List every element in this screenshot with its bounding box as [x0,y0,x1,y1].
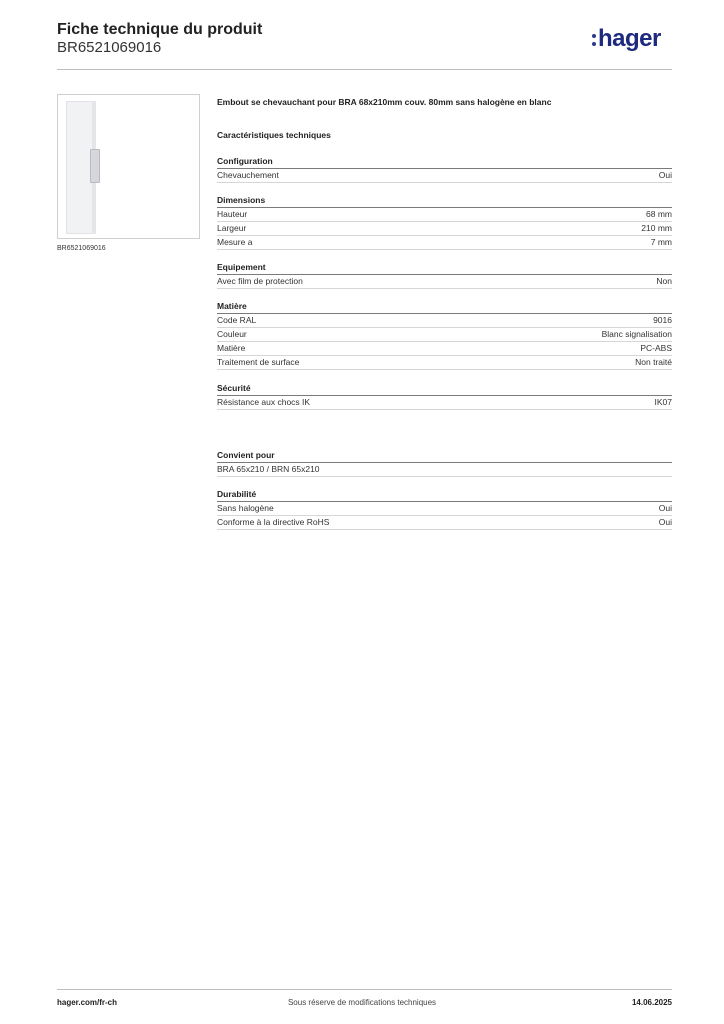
section-dimensions [217,194,672,250]
spec-label: Avec film de protection [217,276,303,286]
product-image [57,94,200,239]
spec-label: Mesure a [217,237,253,247]
product-description: Embout se chevauchant pour BRA 68x210mm couv. 80mm sans halogène en blanc [217,97,552,107]
spec-row [217,222,672,236]
spec-row [217,516,672,530]
section-title: Convient pour [217,449,672,463]
spec-value: Blanc signalisation [601,329,672,339]
section-title: Equipement [217,261,672,275]
spec-label: Conforme à la directive RoHS [217,517,330,527]
footer-website: hager.com/fr-ch [57,998,118,1007]
spec-value: Oui [658,503,672,513]
section-equipment [217,261,672,289]
header-divider [57,69,672,70]
spec-label: Résistance aux chocs IK [217,397,311,407]
spec-value: Non [656,276,672,286]
logo-text: hager [598,25,661,52]
section-title: Dimensions [217,194,672,208]
spec-label: Couleur [217,329,247,339]
section-title: Sécurité [217,382,672,396]
spec-value: IK07 [654,397,672,407]
spec-label: Largeur [217,223,247,233]
spec-value: 68 mm [646,209,672,219]
spec-row [217,169,672,183]
technical-characteristics-heading: Caractéristiques techniques [217,130,331,140]
spec-row [217,208,672,222]
spec-row [217,236,672,250]
section-title: Configuration [217,155,672,169]
section-suitable-for [217,449,672,477]
section-safety [217,382,672,410]
spec-row [217,342,672,356]
section-material [217,300,672,370]
spec-label: Chevauchement [217,170,279,180]
spec-value: Oui [658,517,672,527]
product-reference: BR6521069016 [57,39,162,56]
spec-row [217,314,672,328]
end-cap-clip [90,149,100,183]
spec-label: Matière [217,343,246,353]
section-sustainability [217,488,672,530]
spec-value: PC-ABS [640,343,672,353]
spec-value: Non traité [635,357,672,367]
footer-date: 14.06.2025 [631,998,672,1007]
spec-value: 9016 [653,315,672,325]
section-title: Matière [217,300,672,314]
spec-label: Code RAL [217,315,257,325]
spec-value: 7 mm [650,237,672,247]
spec-value: Oui [658,170,672,180]
document-title: Fiche technique du produit [57,21,263,38]
spec-label: Sans halogène [217,503,274,513]
spec-label: Traitement de surface [217,357,300,367]
spec-row [217,275,672,289]
spec-label: BRA 65x210 / BRN 65x210 [217,464,320,474]
section-configuration [217,155,672,183]
spec-row [217,328,672,342]
spec-label: Hauteur [217,209,248,219]
spec-value: 210 mm [641,223,672,233]
spec-row [217,502,672,516]
section-title: Durabilité [217,488,672,502]
spec-row [217,463,672,477]
spec-row [217,396,672,410]
footer-divider [57,989,672,990]
spec-row [217,356,672,370]
footer-notice: Sous réserve de modifications techniques [287,998,437,1007]
logo-colon-icon [592,34,596,50]
product-image-caption: BR6521069016 [57,245,106,252]
